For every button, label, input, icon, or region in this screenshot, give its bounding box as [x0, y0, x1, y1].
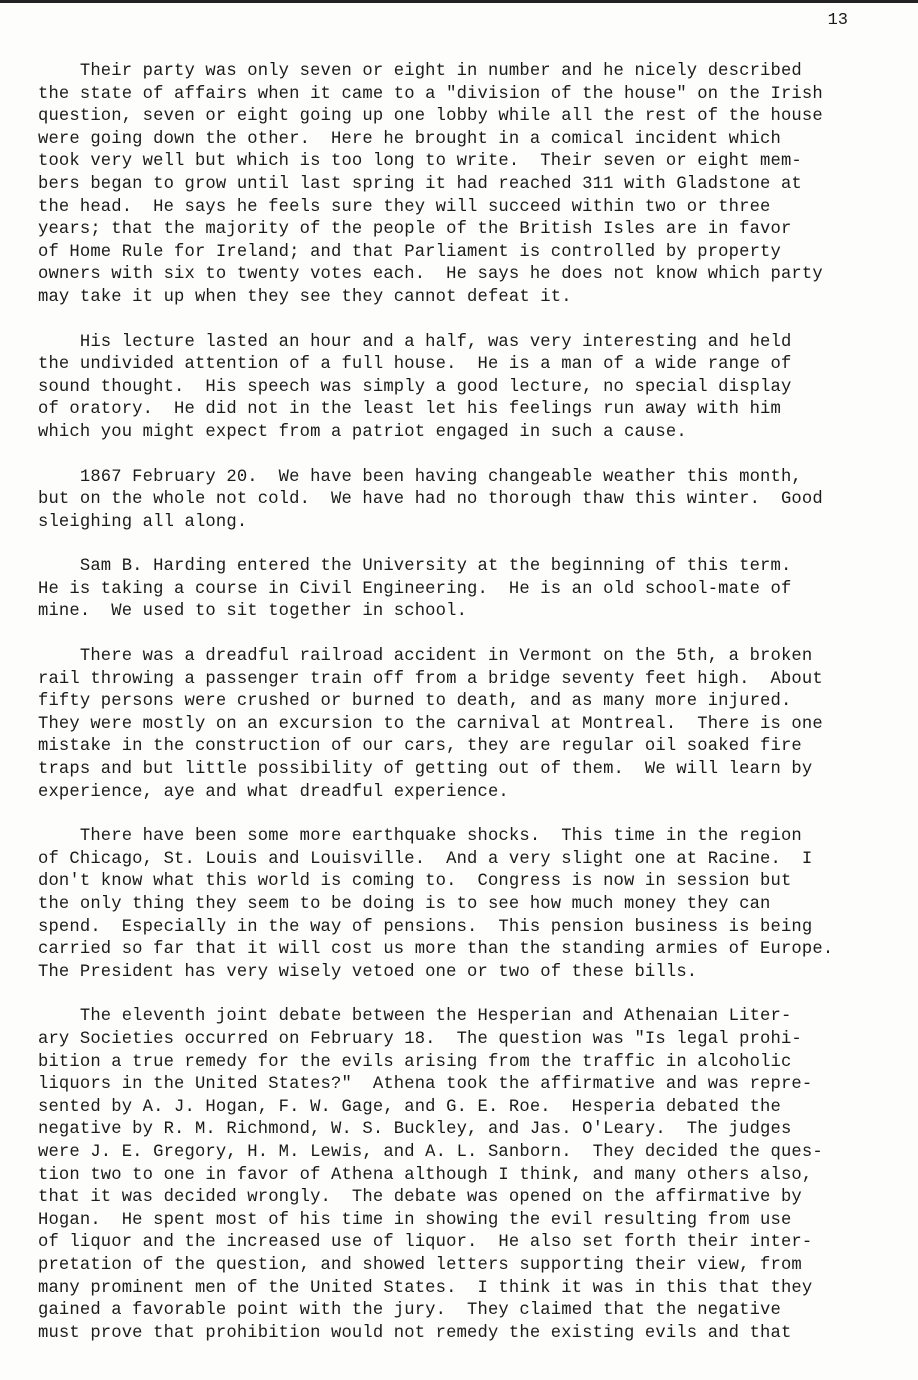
- text-line: sound thought. His speech was simply a good lecture, no special display: [38, 377, 792, 397]
- text-line: were J. E. Gregory, H. M. Lewis, and A. L. Sanborn. They decided the ques-: [38, 1142, 823, 1162]
- text-line: tion two to one in favor of Athena although I think, and many others also,: [38, 1165, 813, 1185]
- text-line: There have been some more earthquake shocks. This time in the region: [38, 827, 802, 847]
- text-line: don't know what this world is coming to. Congress is now in session but: [38, 872, 792, 892]
- text-line: of oratory. He did not in the least let his feelings run away with him: [38, 400, 781, 420]
- text-line: mine. We used to sit together in school.: [38, 602, 468, 622]
- paragraph: [38, 826, 888, 984]
- text-line: the only thing they seem to be doing is to see how much money they can: [38, 895, 771, 914]
- text-line: sented by A. J. Hogan, F. W. Gage, and G. E. Roe. Hesperia debated the: [38, 1097, 781, 1117]
- text-line: were going down the other. Here he brought in a comical incident which: [38, 129, 781, 149]
- text-line: There was a dreadful railroad accident in Vermont on the 5th, a broken: [38, 647, 813, 667]
- paragraph: [38, 1006, 888, 1345]
- text-line: but on the whole not cold. We have had no thorough thaw this winter. Good: [38, 490, 823, 510]
- text-line: Sam B. Harding entered the University at the beginning of this term.: [38, 557, 792, 577]
- text-line: mistake in the construction of our cars, they are regular oil soaked fire: [38, 737, 802, 757]
- document-body: [38, 61, 888, 1367]
- text-line: took very well but which is too long to write. Their seven or eight mem-: [38, 152, 802, 172]
- text-line: liquors in the United States?" Athena took the affirmative and was repre-: [38, 1075, 813, 1095]
- text-line: fifty persons were crushed or burned to death, and as many more injured.: [38, 692, 792, 712]
- text-line: years; that the majority of the people of the British Isles are in favor: [38, 220, 792, 240]
- text-line: of liquor and the increased use of liquor. He also set forth their inter-: [38, 1233, 813, 1253]
- text-line: negative by R. M. Richmond, W. S. Buckley, and Jas. O'Leary. The judges: [38, 1120, 792, 1140]
- text-line: must prove that prohibition would not remedy the existing evils and that: [38, 1323, 792, 1343]
- text-line: owners with six to twenty votes each. He says he does not know which party: [38, 265, 823, 285]
- paragraph: [38, 467, 888, 535]
- text-line: may take it up when they see they cannot defeat it.: [38, 287, 572, 307]
- paragraph: [38, 646, 888, 804]
- text-line: the undivided attention of a full house. He is a man of a wide range of: [38, 355, 792, 375]
- text-line: Hogan. He spent most of his time in showing the evil resulting from use: [38, 1210, 792, 1230]
- page-number: 13: [827, 11, 848, 30]
- text-line: They were mostly on an excursion to the carnival at Montreal. There is one: [38, 714, 823, 734]
- text-line: The President has very wisely vetoed one or two of these bills.: [38, 962, 698, 982]
- text-line: Their party was only seven or eight in number and he nicely described: [38, 62, 802, 81]
- text-line: The eleventh joint debate between the Hesperian and Athenaian Liter-: [38, 1007, 792, 1027]
- text-line: gained a favorable point with the jury. They claimed that the negative: [38, 1301, 781, 1321]
- text-line: which you might expect from a patriot engaged in such a cause.: [38, 422, 687, 442]
- text-line: 1867 February 20. We have been having changeable weather this month,: [38, 467, 802, 487]
- text-line: that it was decided wrongly. The debate was opened on the affirmative by: [38, 1188, 802, 1208]
- text-line: rail throwing a passenger train off from a bridge seventy feet high. About: [38, 669, 823, 689]
- text-line: bition a true remedy for the evils arising from the traffic in alcoholic: [38, 1052, 792, 1072]
- text-line: experience, aye and what dreadful experience.: [38, 782, 509, 802]
- paragraph: [38, 332, 888, 445]
- text-line: bers began to grow until last spring it had reached 311 with Gladstone at: [38, 174, 802, 194]
- text-line: of Chicago, St. Louis and Louisville. And a very slight one at Racine. I: [38, 849, 813, 869]
- text-line: pretation of the question, and showed letters supporting their view, from: [38, 1255, 802, 1275]
- text-line: sleighing all along.: [38, 512, 248, 532]
- text-line: the state of affairs when it came to a "division of the house" on the Irish: [38, 84, 823, 104]
- paragraph: [38, 556, 888, 624]
- text-line: traps and but little possibility of getting out of them. We will learn by: [38, 760, 813, 780]
- text-line: many prominent men of the United States. I think it was in this that they: [38, 1278, 813, 1298]
- paragraph: [38, 61, 888, 310]
- text-line: His lecture lasted an hour and a half, was very interesting and held: [38, 332, 792, 352]
- text-line: question, seven or eight going up one lobby while all the rest of the house: [38, 107, 823, 127]
- text-line: spend. Especially in the way of pensions. This pension business is being: [38, 917, 813, 937]
- text-line: carried so far that it will cost us more than the standing armies of Europe.: [38, 940, 834, 960]
- text-line: the head. He says he feels sure they will succeed within two or three: [38, 197, 771, 217]
- text-line: He is taking a course in Civil Engineering. He is an old school-mate of: [38, 579, 792, 599]
- text-line: ary Societies occurred on February 18. The question was "Is legal prohi-: [38, 1029, 802, 1049]
- text-line: of Home Rule for Ireland; and that Parliament is controlled by property: [38, 242, 781, 262]
